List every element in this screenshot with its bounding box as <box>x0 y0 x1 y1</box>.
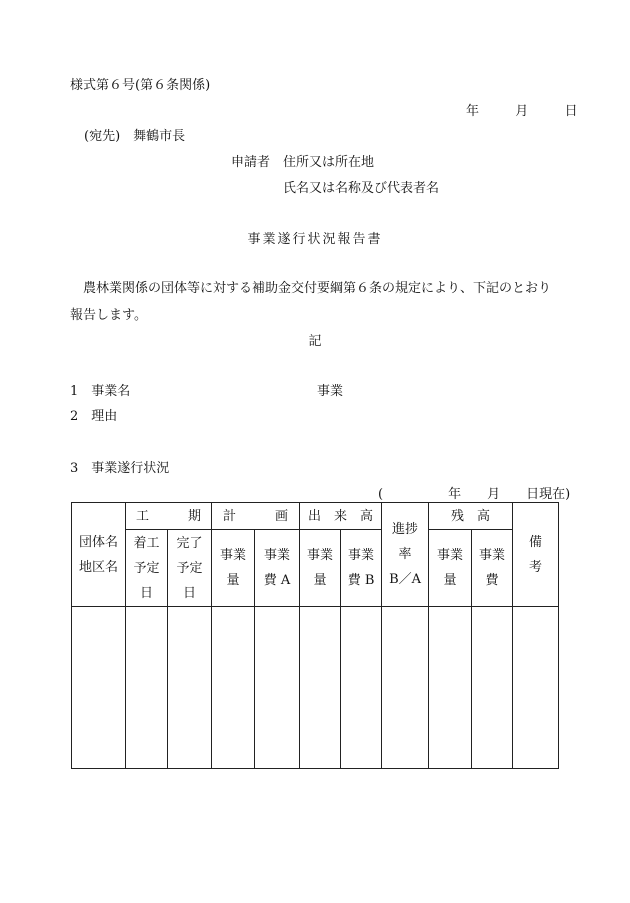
document-title: 事業遂行状況報告書 <box>247 232 383 247</box>
as-of-date: ( 年 月 日現在) <box>378 487 571 502</box>
header-plan-cost: 事業 費 A <box>255 530 300 607</box>
addressee: (宛先) 舞鶴市長 <box>84 129 186 144</box>
header-actual-cost: 事業 費 B <box>341 530 382 607</box>
cell-plan-cost[interactable] <box>255 607 300 769</box>
ki-heading: 記 <box>308 334 322 349</box>
cell-actual-qty[interactable] <box>300 607 341 769</box>
item-business-suffix: 事業 <box>317 384 344 399</box>
cell-actual-cost[interactable] <box>341 607 382 769</box>
cell-start-date[interactable] <box>126 607 168 769</box>
applicant-name-label: 氏名又は名称及び代表者名 <box>283 181 440 196</box>
table-row <box>72 607 559 769</box>
cell-remaining-cost[interactable] <box>472 607 513 769</box>
header-remaining-cost: 事業 費 <box>472 530 513 607</box>
item-status: 3 事業遂行状況 <box>70 461 170 476</box>
date-month: 月 <box>515 104 529 119</box>
header-period: 工 期 <box>126 503 212 530</box>
header-plan-qty: 事業 量 <box>212 530 255 607</box>
form-number: 様式第６号(第６条関係) <box>70 78 211 93</box>
header-start-date: 着工 予定 日 <box>126 530 168 607</box>
header-end-date: 完了 予定 日 <box>168 530 212 607</box>
report-date <box>466 100 578 119</box>
cell-progress[interactable] <box>382 607 429 769</box>
cell-end-date[interactable] <box>168 607 212 769</box>
item-reason: 2 理由 <box>70 409 118 424</box>
item-business-name: 1 事業名 <box>70 384 131 399</box>
header-plan: 計 画 <box>212 503 300 530</box>
cell-remarks[interactable] <box>513 607 559 769</box>
header-remarks: 備 考 <box>513 503 559 607</box>
date-day: 日 <box>564 104 578 119</box>
header-group-name: 団体名 地区名 <box>72 503 126 607</box>
cell-remaining-qty[interactable] <box>429 607 472 769</box>
header-remaining-qty: 事業 量 <box>429 530 472 607</box>
header-progress: 進捗 率 B／A <box>382 503 429 607</box>
applicant-address-label: 申請者 住所又は所在地 <box>231 155 375 170</box>
date-year: 年 <box>466 104 480 119</box>
header-remaining: 残 高 <box>429 503 513 530</box>
status-table <box>71 502 559 769</box>
body-paragraph: 農林業関係の団体等に対する補助金交付要綱第６条の規定により、下記のとおり報告します。 <box>70 281 552 323</box>
header-actual: 出 来 高 <box>300 503 382 530</box>
cell-group-name[interactable] <box>72 607 126 769</box>
cell-plan-qty[interactable] <box>212 607 255 769</box>
header-actual-qty: 事業 量 <box>300 530 341 607</box>
